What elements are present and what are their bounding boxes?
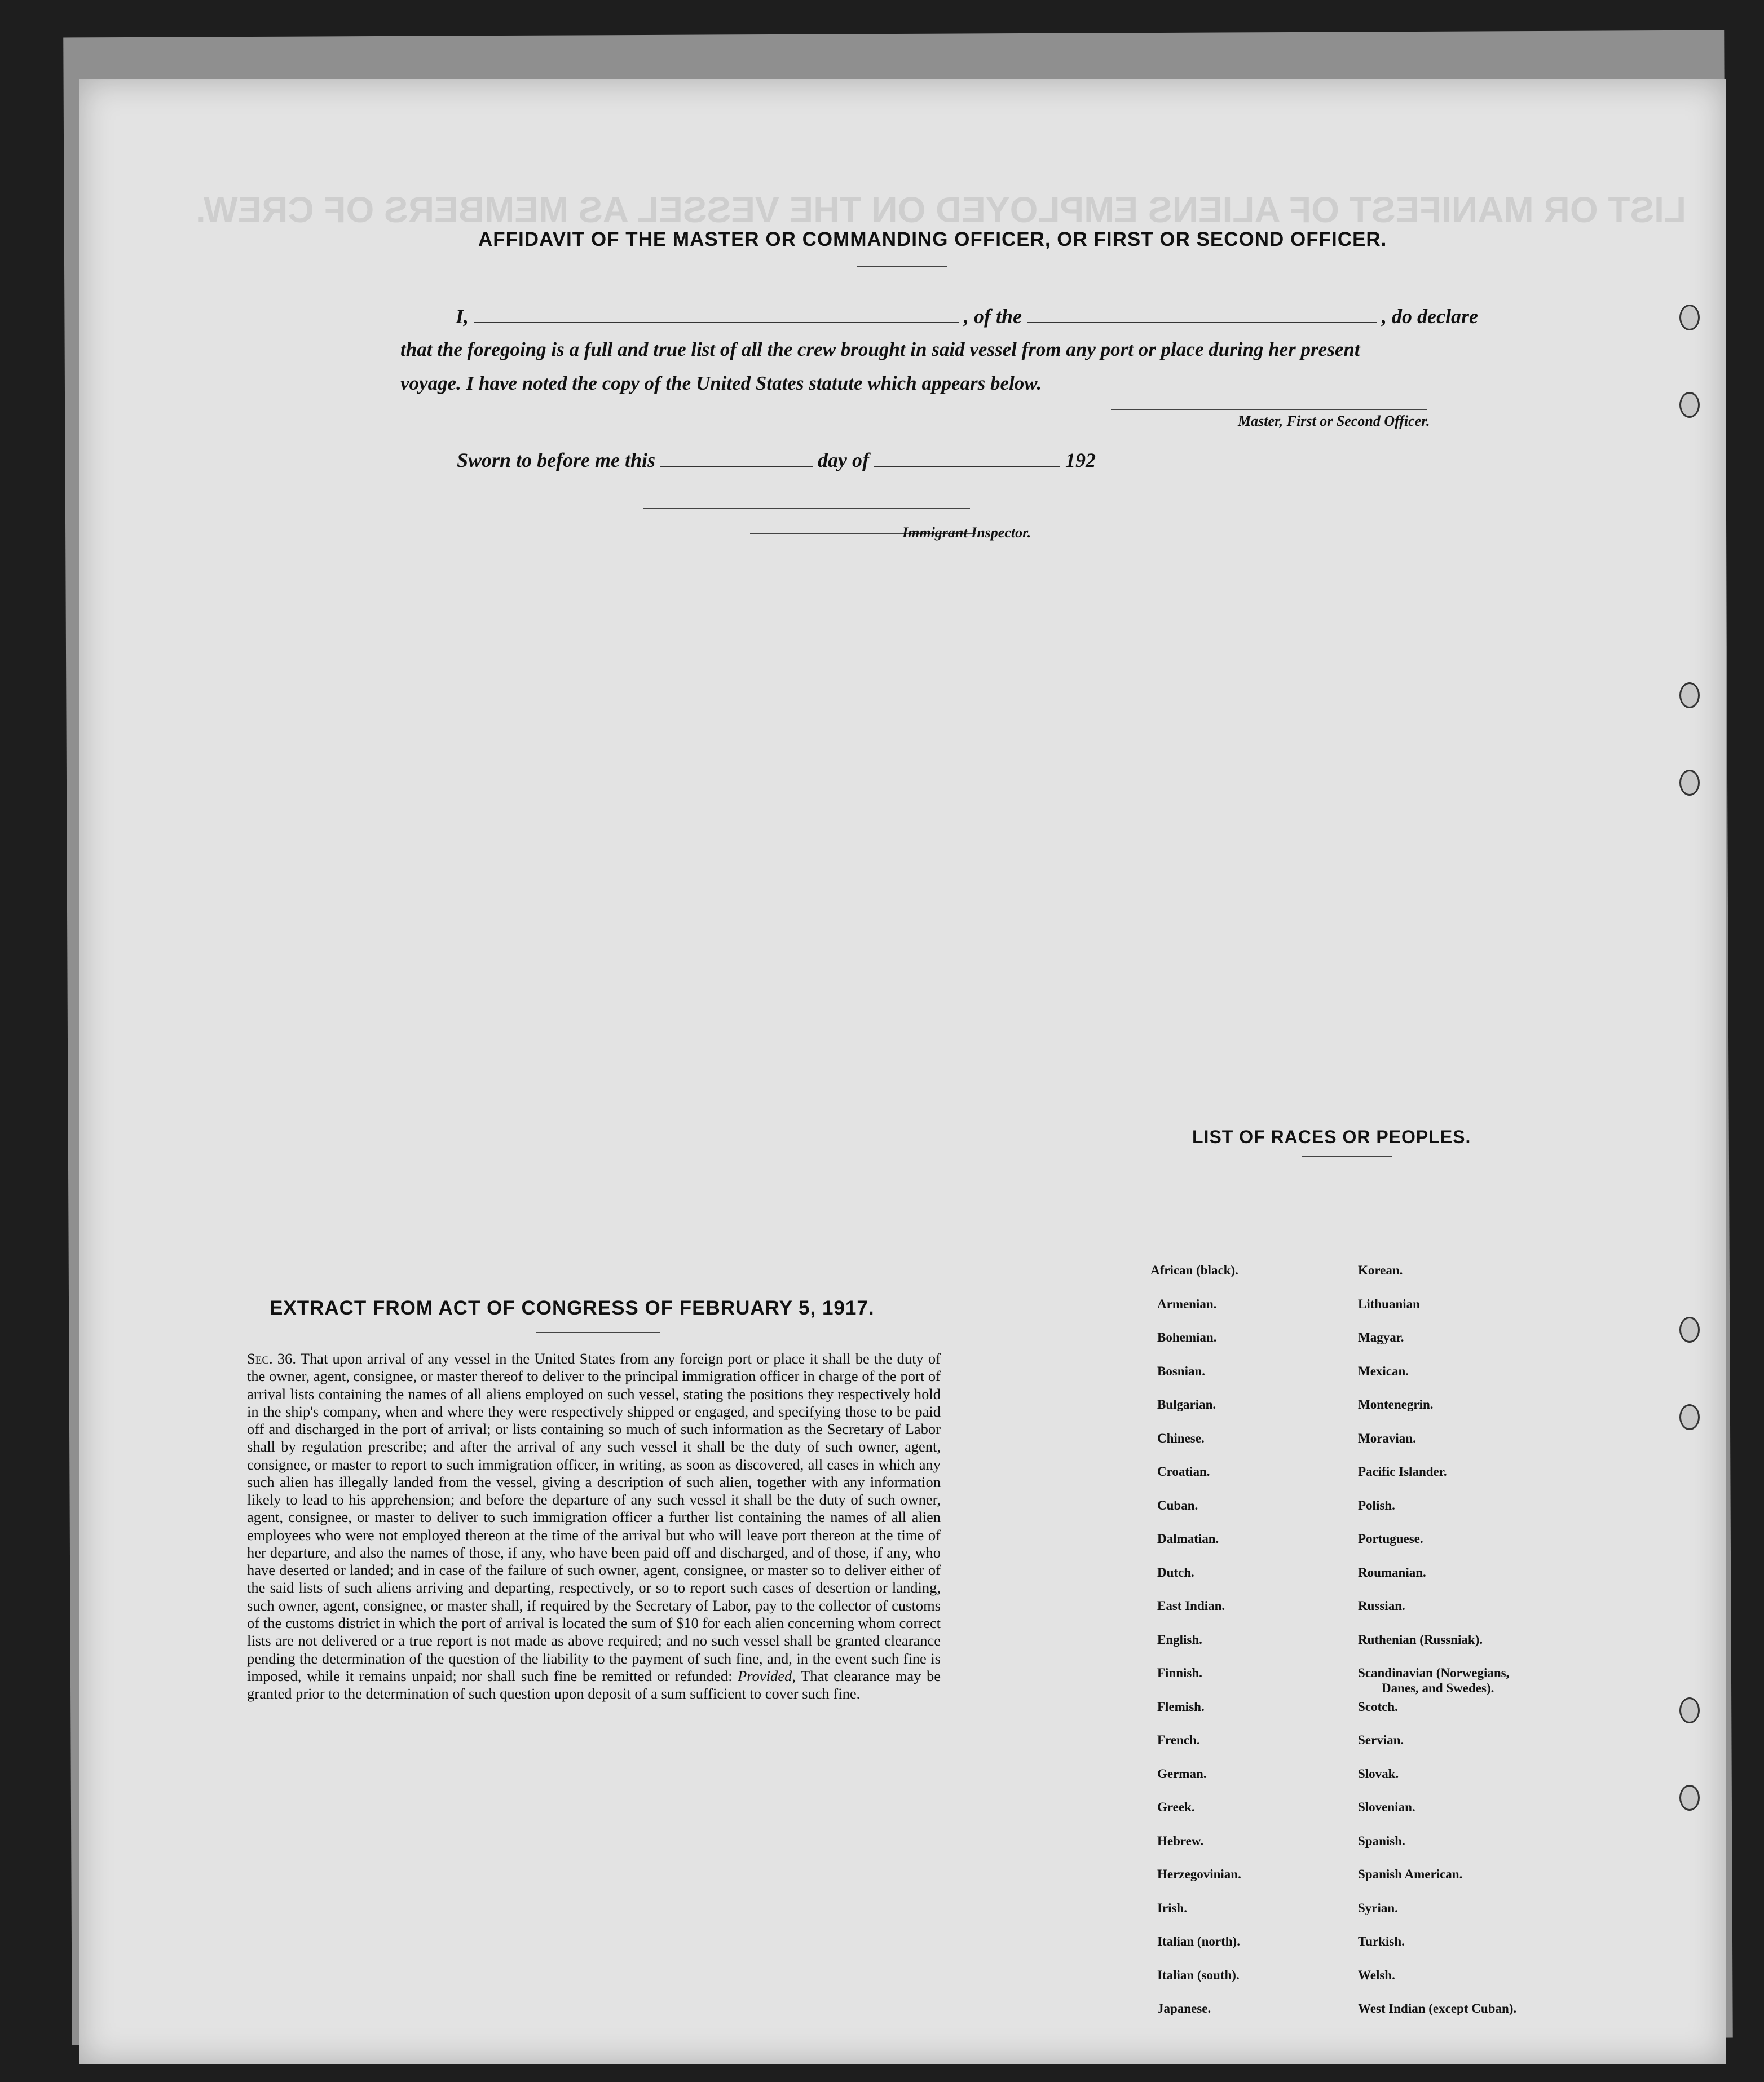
inspector-signature-line[interactable] xyxy=(643,508,970,509)
race-right-item: Ruthenian (Russniak). xyxy=(1358,1632,1483,1647)
binder-hole xyxy=(1679,305,1700,330)
race-left-item: Hebrew. xyxy=(1157,1833,1203,1848)
extract-title-rule xyxy=(536,1332,660,1333)
affidavit-title: AFFIDAVIT OF THE MASTER OR COMMANDING OFFICER, OR FIRST OR SECOND OFFICER. xyxy=(478,228,1387,250)
affidavit-statement-1: that the foregoing is a full and true list of all the crew brought in said vessel from any port or place during her present xyxy=(400,338,1360,360)
race-left-item: French. xyxy=(1157,1733,1200,1747)
race-right-item: Lithuanian xyxy=(1358,1296,1420,1311)
race-right-item: Welsh. xyxy=(1358,1968,1395,1982)
race-right-item-continued: Danes, and Swedes). xyxy=(1382,1681,1494,1695)
do-declare-label: , do declare xyxy=(1382,305,1478,328)
race-right-item: Pacific Islander. xyxy=(1358,1465,1447,1479)
affidavit-statement-2: voyage. I have noted the copy of the United States statute which appears below. xyxy=(400,372,1042,394)
race-left-item: Dalmatian. xyxy=(1157,1532,1219,1546)
binder-hole xyxy=(1679,392,1700,418)
master-signature-label: Master, First or Second Officer. xyxy=(1238,413,1430,429)
races-title-rule xyxy=(1302,1156,1392,1157)
race-left-item: Herzegovinian. xyxy=(1157,1867,1241,1881)
race-left-item: Italian (north). xyxy=(1157,1934,1240,1948)
race-right-item: Magyar. xyxy=(1358,1330,1404,1344)
section-text-end: That clearance may be granted prior to the determination of such question upon deposit of a sum sufficient to cover such fine. xyxy=(247,1667,941,1702)
race-left-item: Cuban. xyxy=(1157,1498,1198,1512)
race-right-item: Servian. xyxy=(1358,1733,1404,1747)
day-of-label: day of xyxy=(818,449,870,471)
race-left-item: Bosnian. xyxy=(1157,1364,1206,1378)
race-right-item: West Indian (except Cuban). xyxy=(1358,2001,1517,2015)
sworn-label: Sworn to before me this xyxy=(457,449,656,471)
race-right-item: Scandinavian (Norwegians, xyxy=(1358,1666,1510,1680)
i-label: I, xyxy=(456,305,469,328)
section-text: That upon arrival of any vessel in the United States from any foreign port or place it shall be the duty of the owner, agent, consignee, or master thereof to deliver to the principal immigration officer in charge of the port of arrival lists containing the names of all aliens employed on such vessel, stating the positions they respectively hold in the ship's company, when and where they were respectively shipped or engaged, and specifying those to be paid off and discharged in the port of arrival; or lists containing so much of such information as the Secretary of Labor shall by regulation prescribe; and after the arrival of any such vessel it shall be the duty of such owner, agent, consignee, or master to report to such immigration officer, in writing, as soon as discovered, all cases in which any such alien has illegally landed from the vessel, giving a description of such alien, together with any information likely to lead to his apprehension; and before the departure of any such vessel it shall be the duty of such owner, agent, consignee, or master to deliver to such immigration officer a further list containing the names of all alien employees who were not employed thereon at the time of the arrival but who will leave port thereon at the time of her departure, and also the names of those, if any, who have been paid off and discharged, and of those, if any, who have deserted or landed; and in case of the failure of such owner, agent, consignee, or master so to deliver either of the said lists of such aliens arriving and departing, respectively, or so to report such cases of desertion or landing, such owner, agent, consignee, or master shall, if required by the Secretary of Labor, pay to the collector of customs of the customs district in which the port of arrival is located the sum of $10 for each alien concerning whom correct lists are not delivered or a true report is not made as above required; and no such vessel shall be granted clearance pending the determination of the question of the liability to the payment of such fine, and, in the event such fine is imposed, while it remains unpaid; nor shall such fine be remitted or refunded: xyxy=(247,1350,941,1684)
race-left-item: German. xyxy=(1157,1766,1207,1781)
race-right-item: Polish. xyxy=(1358,1498,1395,1512)
race-right-item: Scotch. xyxy=(1358,1699,1398,1714)
race-right-item: Russian. xyxy=(1358,1599,1405,1613)
race-left-item: Armenian. xyxy=(1157,1296,1217,1311)
sworn-day-field[interactable] xyxy=(660,466,813,467)
races-title: LIST OF RACES OR PEOPLES. xyxy=(1192,1127,1471,1147)
race-right-item: Portuguese. xyxy=(1358,1532,1423,1546)
provided-label: Provided, xyxy=(738,1667,796,1684)
sworn-month-field[interactable] xyxy=(874,466,1060,467)
race-left-item: Greek. xyxy=(1157,1800,1195,1814)
race-left-item: Italian (south). xyxy=(1157,1968,1240,1982)
affidavit-title-rule xyxy=(857,266,947,267)
binder-hole xyxy=(1679,682,1700,708)
race-right-item: Syrian. xyxy=(1358,1900,1398,1915)
race-right-item: Slovak. xyxy=(1358,1766,1399,1781)
race-right-item: Montenegrin. xyxy=(1358,1397,1434,1411)
race-right-item: Turkish. xyxy=(1358,1934,1405,1948)
inspector-label: Immigrant Inspector. xyxy=(902,524,1031,541)
race-left-item: Dutch. xyxy=(1157,1565,1194,1580)
race-left-item: Bulgarian. xyxy=(1157,1397,1216,1411)
extract-body xyxy=(247,1350,941,1702)
of-the-label: , of the xyxy=(964,305,1022,328)
sworn-line xyxy=(457,448,1096,472)
race-right-item: Korean. xyxy=(1358,1263,1403,1277)
race-right-item: Roumanian. xyxy=(1358,1565,1426,1580)
extract-title: EXTRACT FROM ACT OF CONGRESS OF FEBRUARY 5, 1917. xyxy=(270,1297,875,1319)
binder-hole xyxy=(1679,770,1700,796)
race-right-item: Mexican. xyxy=(1358,1364,1409,1378)
race-left-item: English. xyxy=(1157,1632,1202,1647)
reverse-side-show-through: LIST OR MANIFEST OF ALIENS EMPLOYED ON THE VESSEL AS MEMBERS OF CREW. xyxy=(195,189,1686,230)
race-left-item: Bohemian. xyxy=(1157,1330,1217,1344)
races-list xyxy=(1150,1263,1686,2053)
race-right-item: Slovenian. xyxy=(1358,1800,1415,1814)
race-right-item: Moravian. xyxy=(1358,1431,1416,1445)
race-left-item: Irish. xyxy=(1157,1900,1188,1915)
vessel-name-field[interactable] xyxy=(1027,322,1377,323)
race-left-item: Croatian. xyxy=(1157,1465,1210,1479)
race-left-item: Japanese. xyxy=(1157,2001,1211,2015)
manifest-page xyxy=(79,79,1726,2064)
race-left-item: African (black). xyxy=(1150,1263,1238,1277)
race-left-item: Flemish. xyxy=(1157,1699,1205,1714)
section-label: Sec. 36. xyxy=(247,1350,296,1367)
race-left-item: East Indian. xyxy=(1157,1599,1225,1613)
master-signature-line[interactable] xyxy=(1111,409,1427,410)
race-right-item: Spanish American. xyxy=(1358,1867,1463,1881)
officer-name-field[interactable] xyxy=(474,322,959,323)
race-right-item: Spanish. xyxy=(1358,1833,1405,1848)
affidavit-declaration-line xyxy=(456,305,1478,328)
race-left-item: Finnish. xyxy=(1157,1666,1202,1680)
year-label: 192 xyxy=(1065,449,1096,471)
race-left-item: Chinese. xyxy=(1157,1431,1205,1445)
